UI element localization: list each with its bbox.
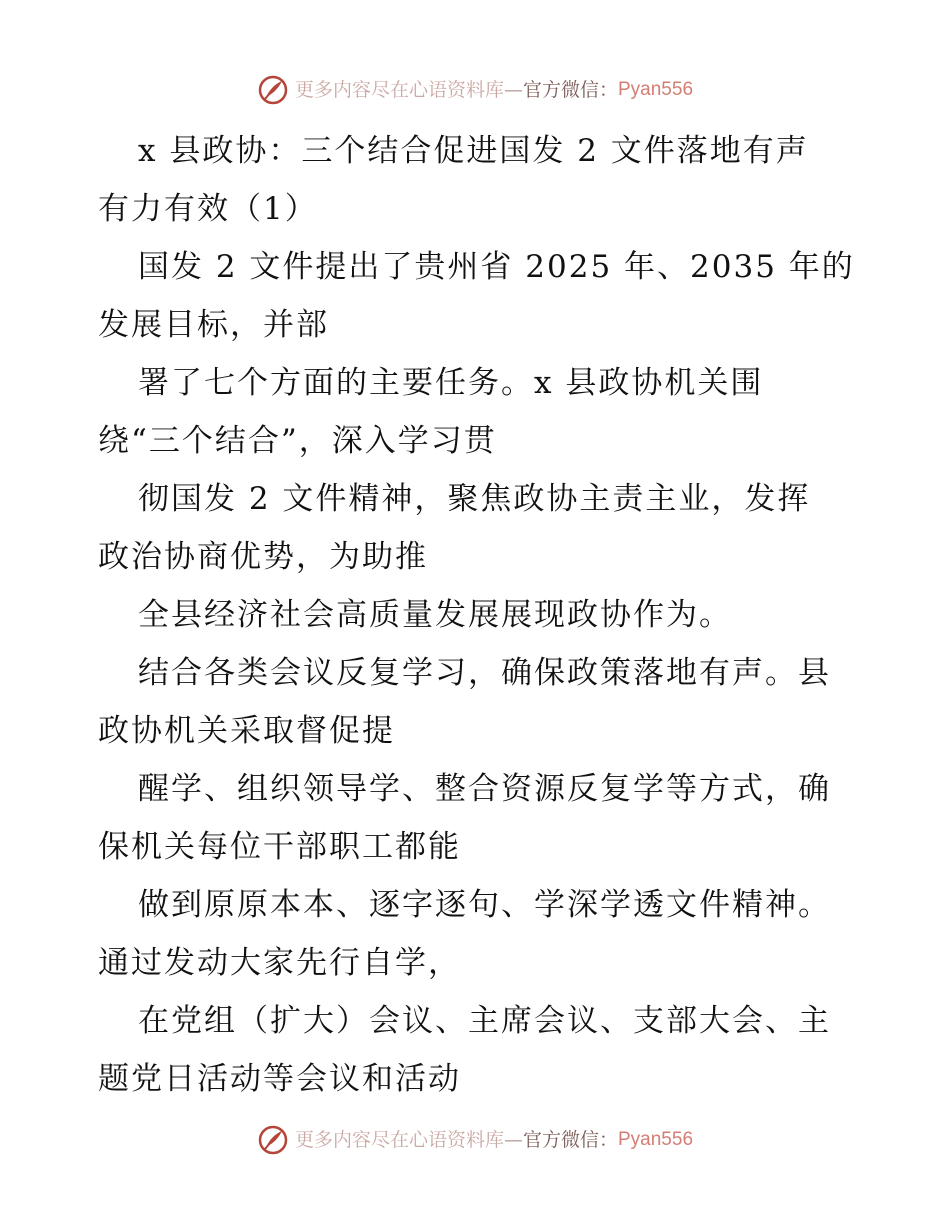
watermark-official-label: 官方微信：	[522, 1129, 618, 1151]
body-line: 通过发动大家先行自学，	[98, 945, 461, 981]
body-line: 绕“三个结合”，深入学习贯	[98, 423, 497, 459]
body-line: 有力有效（1）	[98, 191, 318, 227]
quill-logo-icon	[257, 1124, 289, 1156]
document-body	[98, 122, 858, 1108]
body-line: 政治协商优势，为助推	[98, 539, 428, 575]
body-line: 在党组（扩大）会议、主席会议、支部大会、主	[138, 1003, 831, 1039]
body-line: 题党日活动等会议和活动	[98, 1061, 461, 1097]
watermark-main-text: 更多内容尽在心语资料库	[294, 1129, 504, 1151]
body-line: 结合各类会议反复学习，确保政策落地有声。县	[138, 655, 831, 691]
body-line: 政协机关采取督促提	[98, 713, 395, 749]
body-line: 署了七个方面的主要任务。x 县政协机关围	[138, 365, 764, 401]
body-line: 发展目标，并部	[98, 307, 329, 343]
watermark-separator: —	[503, 79, 523, 101]
body-line: x 县政协：三个结合促进国发 2 文件落地有声	[138, 133, 809, 169]
quill-logo-icon	[257, 74, 289, 106]
watermark-account-id: Pyan556	[618, 1129, 694, 1150]
footer-watermark	[0, 1122, 950, 1158]
header-watermark	[0, 72, 950, 108]
watermark-main-text: 更多内容尽在心语资料库	[294, 79, 504, 101]
body-line: 彻国发 2 文件精神，聚焦政协主责主业，发挥	[138, 481, 811, 517]
watermark-separator: —	[503, 1129, 523, 1151]
body-line: 保机关每位干部职工都能	[98, 829, 461, 865]
watermark-account-id: Pyan556	[618, 79, 694, 100]
body-line: 全县经济社会高质量发展展现政协作为。	[138, 597, 732, 633]
body-line: 做到原原本本、逐字逐句、学深学透文件精神。	[138, 887, 831, 923]
watermark-official-label: 官方微信：	[522, 79, 618, 101]
body-line: 国发 2 文件提出了贵州省 2025 年、2035 年的	[138, 249, 855, 285]
body-line: 醒学、组织领导学、整合资源反复学等方式，确	[138, 771, 831, 807]
